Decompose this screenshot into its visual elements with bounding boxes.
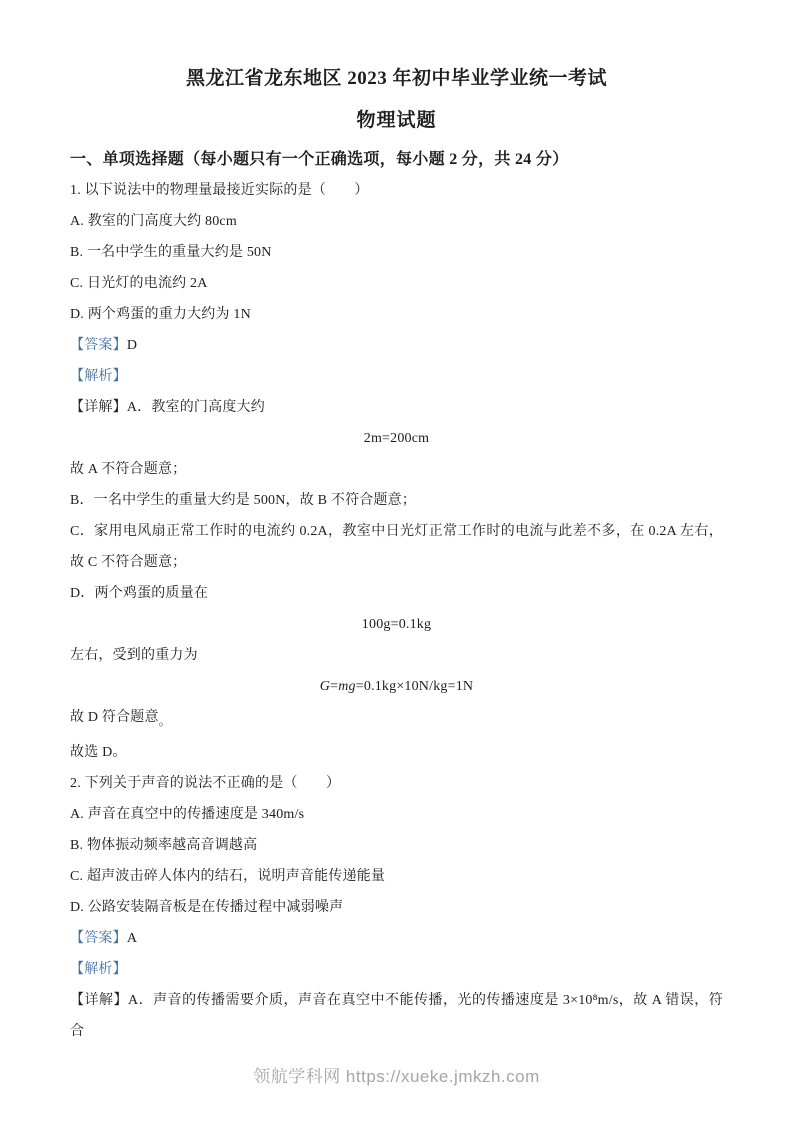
q1-stem: 1. 以下说法中的物理量最接近实际的是（ ） (70, 183, 369, 198)
section-header: 一、单项选择题（每小题只有一个正确选项，每小题 2 分，共 24 分） (70, 151, 569, 168)
q2-option-a: A. 声音在真空中的传播速度是 340m/s (70, 807, 305, 822)
formula-var-G: G (319, 679, 331, 694)
q1-detail-p3: B．一名中学生的重量大约是 500N，故 B 不符合题意； (70, 493, 417, 508)
q1-option-d: D. 两个鸡蛋的重力大约为 1N (70, 307, 251, 322)
q1-detail-p5: D．两个鸡蛋的质量在 (70, 586, 209, 601)
q1-detail-p1-text: A．教室的门高度大约 (126, 400, 265, 415)
detail-label: 【详解】 (70, 400, 127, 415)
q1-option-a: A. 教室的门高度大约 80cm (70, 214, 237, 229)
q1-detail-p1 (70, 392, 723, 423)
q1-formula-gravity (70, 671, 723, 702)
doc-title: 黑龙江省龙东地区 2023 年初中毕业学业统一考试 (185, 68, 607, 89)
q1-detail-p6: 左右，受到的重力为 (70, 648, 198, 663)
watermark-text: 领航学科网 https://xueke.jmkzh.com (253, 1067, 540, 1086)
answer-label: 【答案】 (70, 338, 127, 353)
detail-label: 【详解】 (70, 993, 128, 1008)
q1-formula-door-height: 2m=200cm (363, 431, 430, 446)
analysis-label: 【解析】 (70, 369, 127, 384)
q1-analysis-line (70, 361, 723, 392)
q2-option-b: B. 物体振动频率越高音调越高 (70, 838, 258, 853)
q1-option-b: B. 一名中学生的重量大约是 50N (70, 245, 272, 260)
q1-formula-egg-mass: 100g=0.1kg (361, 617, 432, 632)
q2-stem: 2. 下列关于声音的说法不正确的是（ ） (70, 776, 341, 791)
q1-detail-p7 (70, 702, 723, 737)
q2-detail-p1-text: A．声音的传播需要介质，声音在真空中不能传播，光的传播速度是 3×10⁸m/s，故 A 错误，符合 (70, 993, 723, 1039)
answer-label: 【答案】 (70, 931, 127, 946)
q1-answer-value: D (126, 338, 138, 353)
formula-var-mg: mg (338, 679, 356, 694)
analysis-label: 【解析】 (70, 962, 127, 977)
q1-answer-line (70, 330, 723, 361)
formula-rest: =0.1kg×10N/kg=1N (355, 679, 474, 694)
q2-detail-p1 (70, 985, 723, 1047)
q2-option-c: C. 超声波击碎人体内的结石，说明声音能传递能量 (70, 869, 386, 884)
q1-detail-p2: 故 A 不符合题意； (70, 462, 187, 477)
q1-detail-p7-period: 。 (158, 714, 171, 728)
q1-option-c: C. 日光灯的电流约 2A (70, 276, 208, 291)
q2-option-d: D. 公路安装隔音板是在传播过程中减弱噪声 (70, 900, 344, 915)
q2-answer-line (70, 923, 723, 954)
q2-analysis-line (70, 954, 723, 985)
q1-detail-p4: C．家用电风扇正常工作时的电流约 0.2A，教室中日光灯正常工作时的电流与此差不多，在 0.2A 左右，故 C 不符合题意； (70, 524, 723, 570)
formula-eq-sign: = (330, 679, 339, 694)
doc-subtitle: 物理试题 (356, 110, 437, 131)
q1-detail-p8: 故选 D。 (70, 745, 127, 760)
q1-detail-p7-text: 故 D 符合题意 (70, 710, 159, 725)
q2-answer-value: A (126, 931, 138, 946)
